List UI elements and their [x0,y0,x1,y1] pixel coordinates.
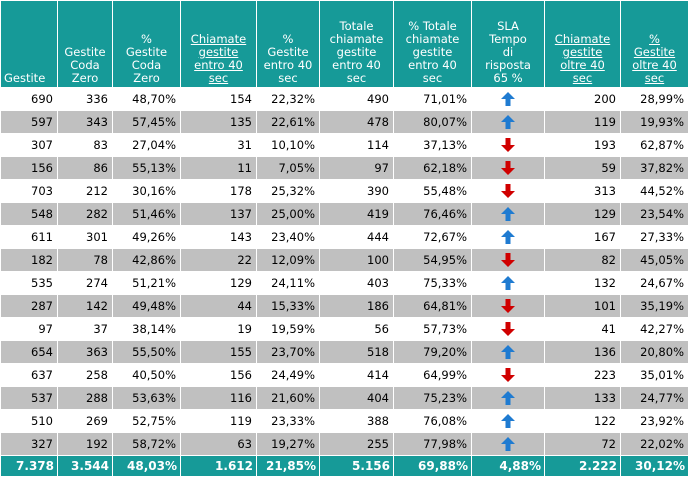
column-header-line: Chiamate [191,32,246,46]
column-header-line: gestite [337,45,377,59]
cell-pct-oltre40: 20,80% [621,341,688,364]
cell-tot-entro40: 478 [320,111,394,134]
column-header-line: risposta [485,58,531,72]
cell-pct-entro40: 12,09% [257,249,320,272]
totals-row [1,456,688,477]
cell-pct-coda-zero: 40,50% [113,364,181,387]
cell-pct-entro40: 25,00% [257,203,320,226]
arrow-down-icon [501,184,515,198]
cell-oltre40: 200 [545,88,621,111]
cell-sla [472,364,545,387]
cell-oltre40: 132 [545,272,621,295]
cell-pct-coda-zero: 48,70% [113,88,181,111]
cell-pct-entro40: 22,61% [257,111,320,134]
cell-pct-oltre40: 44,52% [621,180,688,203]
cell-gestite: 156 [1,157,58,180]
cell-pct-oltre40: 27,33% [621,226,688,249]
cell-entro40: 22 [181,249,257,272]
arrow-up-icon [501,92,515,106]
cell-tot-entro40: 186 [320,295,394,318]
table-row [1,157,688,180]
cell-coda-zero: 86 [58,157,113,180]
cell-pct-entro40: 24,11% [257,272,320,295]
cell-pct-tot-entro40: 72,67% [394,226,472,249]
cell-pct-entro40: 25,32% [257,180,320,203]
cell-oltre40: 41 [545,318,621,341]
total-pct-tot-entro40: 69,88% [394,456,472,477]
cell-entro40: 44 [181,295,257,318]
column-header-line: di [503,45,514,59]
column-header-line: gestite [199,45,239,59]
cell-sla [472,295,545,318]
cell-oltre40: 129 [545,203,621,226]
cell-coda-zero: 83 [58,134,113,157]
cell-pct-oltre40: 37,82% [621,157,688,180]
cell-gestite: 97 [1,318,58,341]
table-row [1,226,688,249]
arrow-down-icon [501,368,515,382]
cell-oltre40: 101 [545,295,621,318]
cell-pct-tot-entro40: 76,46% [394,203,472,226]
column-header-line: chiamate [406,32,460,46]
column-header-line: Gestite [634,45,675,59]
column-header-line: sec [423,71,442,85]
column-header-line: % [283,32,294,46]
cell-sla [472,341,545,364]
arrow-down-icon [501,161,515,175]
column-header [58,1,113,88]
column-header-line: SLA [497,19,519,33]
column-header-line: chiamate [330,32,384,46]
cell-gestite: 690 [1,88,58,111]
arrow-up-icon [501,115,515,129]
column-header [257,1,320,88]
total-coda-zero: 3.544 [58,456,113,477]
cell-entro40: 155 [181,341,257,364]
cell-coda-zero: 269 [58,410,113,433]
column-header[interactable] [621,1,688,88]
total-sla: 4,88% [472,456,545,477]
cell-coda-zero: 78 [58,249,113,272]
cell-pct-oltre40: 62,87% [621,134,688,157]
table-row [1,203,688,226]
cell-sla [472,180,545,203]
cell-oltre40: 122 [545,410,621,433]
cell-tot-entro40: 390 [320,180,394,203]
cell-pct-coda-zero: 51,46% [113,203,181,226]
table-row [1,249,688,272]
cell-coda-zero: 274 [58,272,113,295]
column-header-line: Zero [133,71,159,85]
column-header-line: Tempo [489,32,527,46]
column-header [472,1,545,88]
cell-pct-entro40: 23,33% [257,410,320,433]
column-header-line: sec [278,71,297,85]
column-header-line: sec [645,71,664,85]
cell-tot-entro40: 404 [320,387,394,410]
table-row [1,180,688,203]
column-header-line: sec [209,71,228,85]
cell-pct-oltre40: 19,93% [621,111,688,134]
cell-pct-tot-entro40: 62,18% [394,157,472,180]
table-row [1,111,688,134]
cell-pct-entro40: 22,32% [257,88,320,111]
table-row [1,341,688,364]
cell-oltre40: 313 [545,180,621,203]
cell-entro40: 11 [181,157,257,180]
total-entro40: 1.612 [181,456,257,477]
cell-tot-entro40: 444 [320,226,394,249]
column-header-line: Gestite [267,45,308,59]
cell-pct-oltre40: 35,19% [621,295,688,318]
cell-sla [472,410,545,433]
column-header-line: Totale [340,19,374,33]
cell-entro40: 116 [181,387,257,410]
cell-sla [472,318,545,341]
cell-pct-coda-zero: 52,75% [113,410,181,433]
arrow-up-icon [501,230,515,244]
table-row [1,364,688,387]
arrow-up-icon [501,391,515,405]
cell-pct-coda-zero: 42,86% [113,249,181,272]
cell-pct-coda-zero: 57,45% [113,111,181,134]
cell-pct-tot-entro40: 37,13% [394,134,472,157]
cell-pct-entro40: 15,33% [257,295,320,318]
cell-coda-zero: 142 [58,295,113,318]
total-gestite: 7.378 [1,456,58,477]
table-body [1,88,688,456]
cell-pct-entro40: 23,70% [257,341,320,364]
cell-sla [472,134,545,157]
cell-pct-oltre40: 42,27% [621,318,688,341]
cell-coda-zero: 343 [58,111,113,134]
cell-entro40: 143 [181,226,257,249]
column-header-line: Chiamate [555,32,610,46]
cell-sla [472,157,545,180]
cell-pct-tot-entro40: 79,20% [394,341,472,364]
cell-entro40: 154 [181,88,257,111]
column-header-line: % [141,32,152,46]
cell-oltre40: 72 [545,433,621,456]
cell-entro40: 119 [181,410,257,433]
cell-pct-entro40: 10,10% [257,134,320,157]
cell-oltre40: 136 [545,341,621,364]
cell-oltre40: 119 [545,111,621,134]
cell-oltre40: 59 [545,157,621,180]
cell-gestite: 611 [1,226,58,249]
cell-tot-entro40: 490 [320,88,394,111]
cell-pct-coda-zero: 51,21% [113,272,181,295]
cell-pct-coda-zero: 49,48% [113,295,181,318]
cell-gestite: 703 [1,180,58,203]
cell-sla [472,433,545,456]
cell-pct-oltre40: 28,99% [621,88,688,111]
cell-sla [472,111,545,134]
cell-pct-tot-entro40: 76,08% [394,410,472,433]
cell-pct-coda-zero: 58,72% [113,433,181,456]
column-header-line: Zero [72,71,98,85]
column-header-line: Coda [70,58,99,72]
cell-oltre40: 82 [545,249,621,272]
cell-pct-oltre40: 45,05% [621,249,688,272]
total-oltre40: 2.222 [545,456,621,477]
cell-tot-entro40: 419 [320,203,394,226]
cell-pct-entro40: 19,27% [257,433,320,456]
cell-gestite: 535 [1,272,58,295]
cell-pct-tot-entro40: 75,23% [394,387,472,410]
arrow-up-icon [501,345,515,359]
cell-gestite: 537 [1,387,58,410]
arrow-up-icon [501,437,515,451]
column-header[interactable] [545,1,621,88]
column-header [1,1,58,88]
cell-gestite: 182 [1,249,58,272]
arrow-up-icon [501,276,515,290]
table-footer [1,456,688,477]
total-pct-coda-zero: 48,03% [113,456,181,477]
cell-entro40: 135 [181,111,257,134]
cell-tot-entro40: 56 [320,318,394,341]
cell-pct-entro40: 7,05% [257,157,320,180]
column-header-line: Coda [132,58,161,72]
cell-coda-zero: 336 [58,88,113,111]
cell-pct-coda-zero: 53,63% [113,387,181,410]
table-row [1,387,688,410]
cell-entro40: 137 [181,203,257,226]
arrow-up-icon [501,414,515,428]
cell-tot-entro40: 518 [320,341,394,364]
column-header-line: entro 40 [194,58,243,72]
cell-pct-oltre40: 23,54% [621,203,688,226]
cell-oltre40: 133 [545,387,621,410]
column-header-line: Gestite [4,71,45,85]
cell-pct-oltre40: 23,92% [621,410,688,433]
cell-entro40: 31 [181,134,257,157]
cell-pct-tot-entro40: 57,73% [394,318,472,341]
table-row [1,295,688,318]
column-header-line: oltre 40 [560,58,605,72]
cell-gestite: 597 [1,111,58,134]
column-header-line: Gestite [64,45,105,59]
cell-tot-entro40: 97 [320,157,394,180]
cell-pct-entro40: 23,40% [257,226,320,249]
cell-pct-tot-entro40: 64,81% [394,295,472,318]
cell-pct-coda-zero: 38,14% [113,318,181,341]
cell-gestite: 307 [1,134,58,157]
cell-pct-oltre40: 24,67% [621,272,688,295]
cell-sla [472,249,545,272]
table-row [1,410,688,433]
arrow-down-icon [501,138,515,152]
cell-sla [472,272,545,295]
column-header [320,1,394,88]
arrow-up-icon [501,207,515,221]
cell-coda-zero: 363 [58,341,113,364]
cell-entro40: 19 [181,318,257,341]
cell-oltre40: 167 [545,226,621,249]
cell-pct-tot-entro40: 75,33% [394,272,472,295]
cell-coda-zero: 301 [58,226,113,249]
cell-pct-tot-entro40: 64,99% [394,364,472,387]
cell-tot-entro40: 414 [320,364,394,387]
column-header [113,1,181,88]
cell-coda-zero: 258 [58,364,113,387]
cell-gestite: 548 [1,203,58,226]
cell-oltre40: 193 [545,134,621,157]
cell-pct-coda-zero: 55,13% [113,157,181,180]
cell-gestite: 510 [1,410,58,433]
cell-pct-oltre40: 35,01% [621,364,688,387]
cell-pct-tot-entro40: 55,48% [394,180,472,203]
table-row [1,318,688,341]
cell-pct-tot-entro40: 77,98% [394,433,472,456]
column-header-line: gestite [563,45,603,59]
cell-entro40: 178 [181,180,257,203]
cell-coda-zero: 212 [58,180,113,203]
column-header-line: gestite [413,45,453,59]
cell-coda-zero: 282 [58,203,113,226]
arrow-down-icon [501,322,515,336]
cell-oltre40: 223 [545,364,621,387]
arrow-down-icon [501,299,515,313]
cell-coda-zero: 288 [58,387,113,410]
cell-gestite: 287 [1,295,58,318]
cell-sla [472,203,545,226]
cell-tot-entro40: 114 [320,134,394,157]
cell-pct-oltre40: 24,77% [621,387,688,410]
cell-tot-entro40: 255 [320,433,394,456]
table-row [1,88,688,111]
cell-sla [472,88,545,111]
cell-pct-tot-entro40: 54,95% [394,249,472,272]
cell-pct-coda-zero: 27,04% [113,134,181,157]
column-header[interactable] [181,1,257,88]
table-header [1,1,688,88]
cell-gestite: 654 [1,341,58,364]
column-header-line: entro 40 [332,58,381,72]
column-header-line: oltre 40 [632,58,677,72]
cell-entro40: 129 [181,272,257,295]
column-header-line: entro 40 [264,58,313,72]
cell-entro40: 156 [181,364,257,387]
arrow-down-icon [501,253,515,267]
column-header-line: sec [347,71,366,85]
cell-tot-entro40: 388 [320,410,394,433]
column-header [394,1,472,88]
cell-pct-coda-zero: 30,16% [113,180,181,203]
cell-pct-tot-entro40: 71,01% [394,88,472,111]
column-header-line: Gestite [126,45,167,59]
column-header-line: 65 % [493,71,522,85]
cell-sla [472,226,545,249]
column-header-line: % [649,32,660,46]
cell-coda-zero: 37 [58,318,113,341]
cell-entro40: 63 [181,433,257,456]
cell-sla [472,387,545,410]
column-header-line: % Totale [408,19,457,33]
total-tot-entro40: 5.156 [320,456,394,477]
cell-pct-entro40: 24,49% [257,364,320,387]
cell-pct-entro40: 19,59% [257,318,320,341]
cell-pct-coda-zero: 55,50% [113,341,181,364]
column-header-line: sec [573,71,592,85]
table-row [1,272,688,295]
cell-tot-entro40: 403 [320,272,394,295]
cell-pct-coda-zero: 49,26% [113,226,181,249]
table-row [1,433,688,456]
cell-gestite: 637 [1,364,58,387]
cell-pct-oltre40: 22,02% [621,433,688,456]
cell-pct-entro40: 21,60% [257,387,320,410]
cell-coda-zero: 192 [58,433,113,456]
column-header-line: entro 40 [408,58,457,72]
table-row [1,134,688,157]
total-pct-entro40: 21,85% [257,456,320,477]
cell-pct-tot-entro40: 80,07% [394,111,472,134]
cell-gestite: 327 [1,433,58,456]
total-pct-oltre40: 30,12% [621,456,688,477]
cell-tot-entro40: 100 [320,249,394,272]
